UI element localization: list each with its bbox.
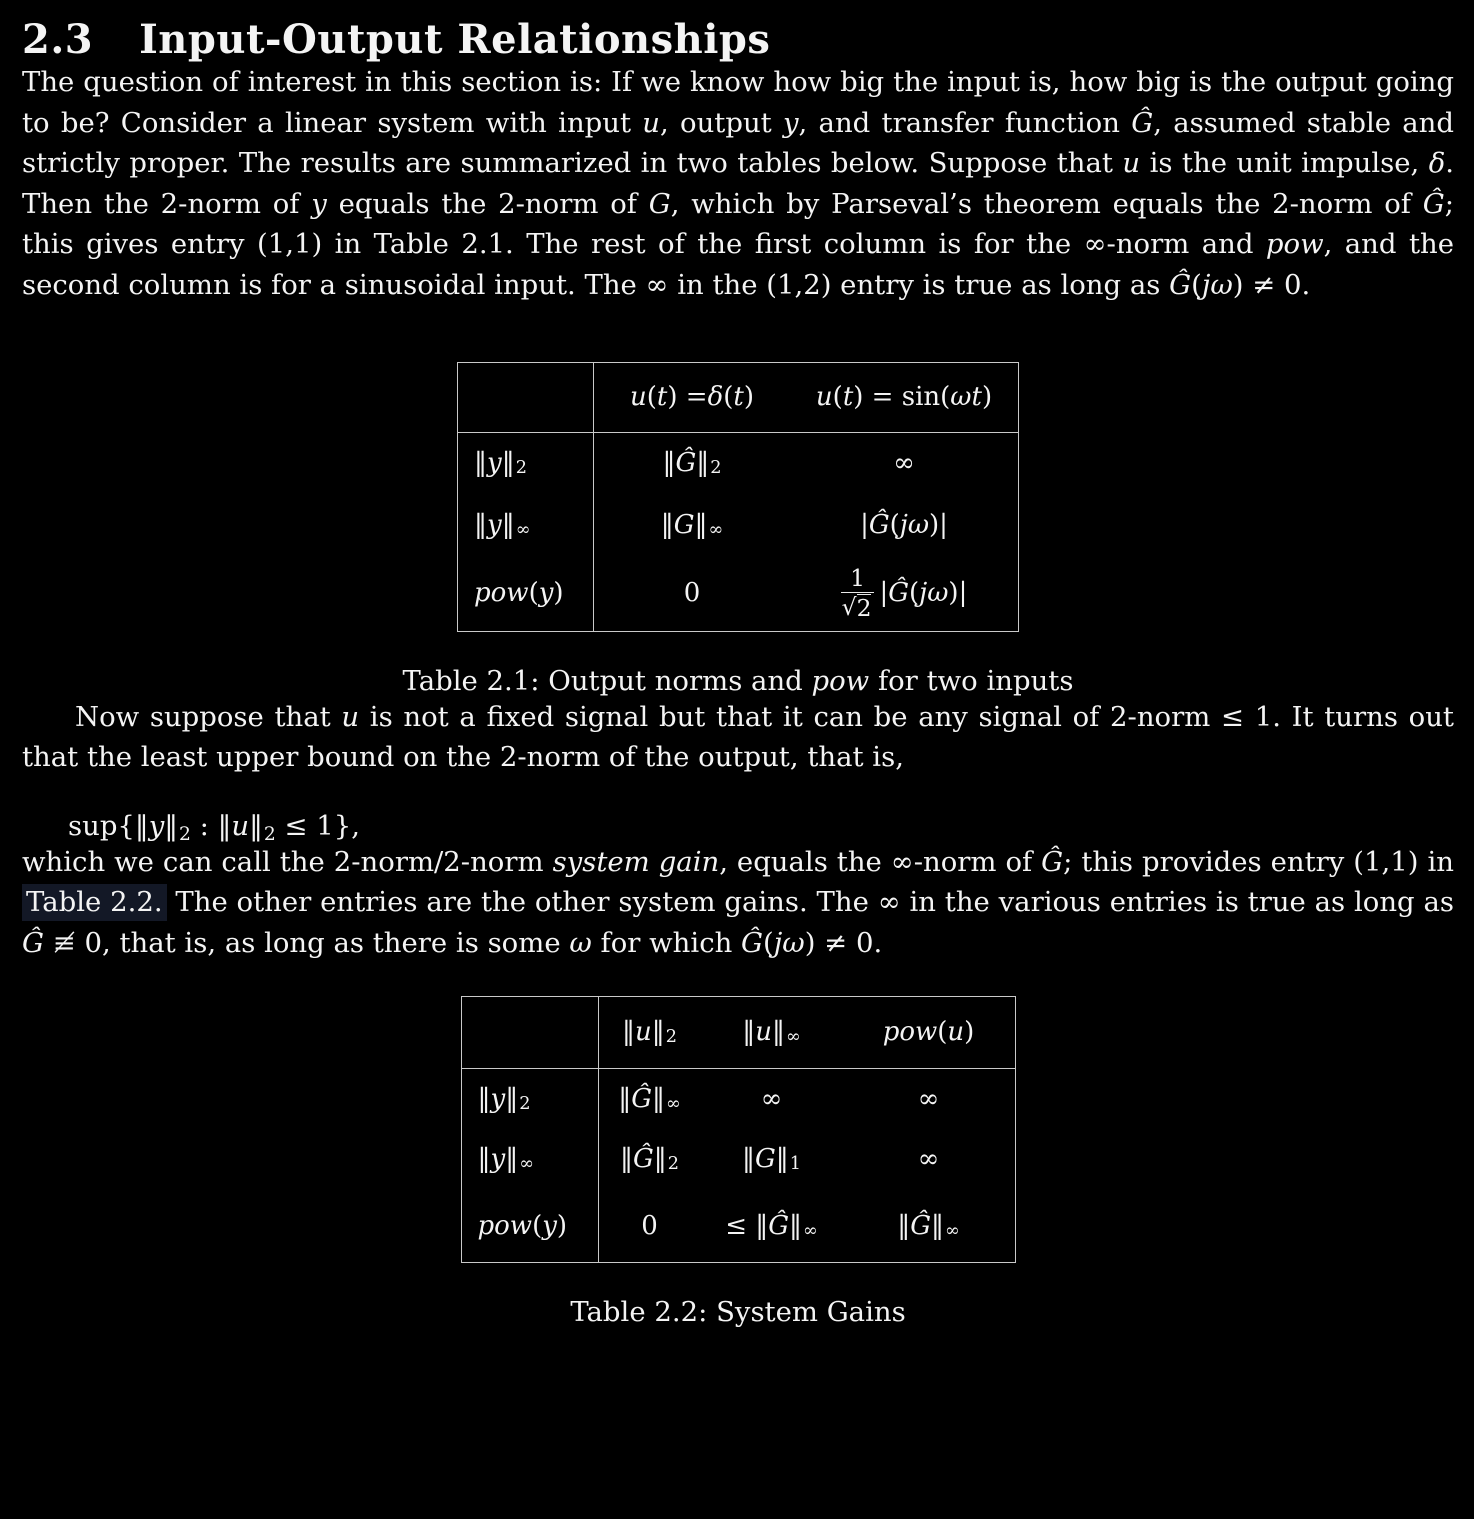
- table-2-1-cell-fraction: [790, 556, 1018, 631]
- text-run: u: [341, 700, 360, 733]
- text-run: ‖: [505, 1083, 519, 1114]
- table-2-1-cell: [594, 494, 790, 556]
- text-run: ‖: [474, 448, 487, 479]
- table-2-2-corner-cell: [462, 997, 599, 1069]
- text-run: 1: [789, 1154, 802, 1175]
- text-run: ‖: [652, 1083, 666, 1114]
- text-run: ‖: [660, 509, 674, 540]
- text-run: ∞: [945, 1220, 960, 1241]
- text-run: ‖: [618, 1083, 632, 1114]
- text-run: Ĝ: [631, 1083, 653, 1114]
- text-run: ‖: [501, 509, 515, 540]
- text-run: pow: [811, 664, 870, 697]
- text-run: ‖: [931, 1210, 945, 1241]
- text-run: pow: [477, 1210, 533, 1241]
- text-run: . Then the 2-norm of: [22, 147, 1455, 220]
- text-run: ‖: [164, 809, 178, 842]
- text-run: u: [642, 106, 661, 139]
- text-run: Ĝ: [1131, 106, 1154, 139]
- text-run: (: [1191, 268, 1202, 301]
- text-run: ‖: [772, 1017, 785, 1048]
- text-run: t: [733, 382, 744, 413]
- text-run: ∞: [786, 1027, 801, 1048]
- text-run: ) =: [667, 382, 708, 413]
- text-run: y: [148, 809, 165, 842]
- text-run: y: [542, 1210, 557, 1241]
- text-run: ): [981, 382, 993, 413]
- text-run: u: [1122, 147, 1141, 180]
- text-run: Ĝ: [632, 1144, 654, 1175]
- text-run: The question of interest in this section is: If we know how big the input is, how big is the output going to be? Consider a linear system with input: [22, 66, 1454, 139]
- text-run: ‖: [477, 1083, 491, 1114]
- text-run: Table 2.2: System Gains: [570, 1295, 906, 1328]
- text-run: jω: [899, 509, 930, 540]
- table-2-2-cell: [843, 1129, 1015, 1190]
- table-2-1-caption: [22, 665, 1454, 697]
- table-2-1-cell: [594, 433, 790, 494]
- text-run: 2: [263, 824, 276, 846]
- table-2-2-caption: [22, 1296, 1454, 1328]
- text-run: u: [635, 1017, 652, 1048]
- text-run: ‖: [619, 1144, 633, 1175]
- text-run: u: [755, 1017, 772, 1048]
- text-run: t: [656, 382, 668, 413]
- text-run: ): [743, 382, 754, 413]
- text-run: 0: [683, 578, 701, 609]
- table-2-1-header-sinusoid: [790, 363, 1018, 433]
- text-run: Ĝ: [1169, 268, 1192, 301]
- text-run: Ĝ: [768, 1210, 790, 1241]
- text-run: : ‖: [190, 809, 232, 842]
- text-run: ≢ 0, that is, as long as there is some: [43, 926, 570, 959]
- text-run: ∞: [893, 448, 915, 479]
- text-run: Ĝ: [1041, 845, 1064, 878]
- text-run: ): [964, 1017, 975, 1048]
- table-2-1-row-label-yinf: [458, 494, 594, 556]
- paragraph-system-gain: [22, 842, 1454, 964]
- fraction-denominator: [841, 592, 875, 621]
- text-run: ‖: [477, 1144, 491, 1175]
- text-run: , output: [660, 106, 783, 139]
- text-run: |: [879, 578, 889, 609]
- text-run: 2: [519, 1093, 531, 1114]
- text-run: Ĝ: [888, 578, 909, 609]
- text-run: Ĝ: [741, 926, 764, 959]
- equation-sup-norm: [68, 809, 1454, 846]
- text-run: (: [889, 509, 900, 540]
- text-run: u: [231, 809, 250, 842]
- text-run: which we can call the 2-norm/2-norm: [22, 845, 553, 878]
- text-run: y: [487, 509, 502, 540]
- table-2-2: [461, 996, 1016, 1263]
- text-run: 2: [515, 458, 527, 479]
- text-run: ∞: [519, 1154, 534, 1175]
- text-run: y: [487, 448, 502, 479]
- text-run: (: [937, 1017, 948, 1048]
- radical-sign: √: [841, 592, 857, 621]
- text-run: (: [723, 382, 734, 413]
- text-run: ∞: [917, 1083, 940, 1114]
- fraction-numerator: 1: [850, 564, 865, 593]
- text-run: for two inputs: [869, 664, 1074, 697]
- text-run: y: [490, 1144, 506, 1175]
- text-run: 2: [710, 458, 722, 479]
- table-2-2-cell: [701, 1069, 843, 1129]
- text-run: y: [538, 578, 554, 609]
- text-run: ∞: [917, 1144, 940, 1175]
- text-run: ‖: [505, 1144, 519, 1175]
- text-run: for which: [591, 926, 742, 959]
- table-2-2-cell: [843, 1069, 1015, 1129]
- text-run: )|: [948, 578, 968, 609]
- text-run: ) = sin(: [853, 382, 951, 413]
- text-run: , assumed stable and strictly proper. The results are summarized in two tables below. Suppose that: [22, 106, 1454, 180]
- text-run: |: [860, 509, 869, 540]
- text-run: (: [532, 1210, 543, 1241]
- text-run: , equals the ∞-norm of: [719, 845, 1042, 878]
- text-run: δ: [707, 382, 724, 413]
- radicand: 2: [856, 593, 872, 622]
- text-run: u: [815, 382, 833, 413]
- section-heading: [22, 18, 1454, 62]
- table-2-2-cell: [599, 1190, 701, 1262]
- table-2-2-cell: [599, 1129, 701, 1190]
- table-2-2-row-label-pow: [462, 1190, 599, 1262]
- text-run: ‖: [622, 1017, 635, 1048]
- text-run: G: [754, 1144, 776, 1175]
- text-run: u: [630, 382, 647, 413]
- paragraph-intro: [22, 62, 1454, 306]
- text-run: ) ≠ 0.: [804, 926, 883, 959]
- text-run: Ĝ: [910, 1210, 932, 1241]
- text-run: ‖: [501, 448, 515, 479]
- table-2-2-header-powu: [843, 997, 1015, 1069]
- text-run: ‖: [789, 1210, 803, 1241]
- text-run: ≤ 1},: [275, 809, 360, 842]
- text-run: Table 2.1: Output norms and: [402, 664, 812, 697]
- table-2-1-cell: [790, 433, 1018, 494]
- text-run: ∞: [515, 519, 531, 540]
- text-run: ‖: [741, 1144, 755, 1175]
- text-run: pow: [882, 1017, 938, 1048]
- text-run: (: [832, 382, 843, 413]
- text-run: Ĝ: [22, 926, 44, 959]
- text-run: ≤ ‖: [725, 1210, 769, 1241]
- table-2-2-header-u2: [599, 997, 701, 1069]
- text-run: (: [646, 382, 657, 413]
- text-run: 0: [641, 1210, 658, 1241]
- text-run: ): [553, 578, 564, 609]
- table-2-1: [457, 362, 1019, 632]
- text-run: , and transfer function: [798, 106, 1132, 139]
- text-run: system gain: [552, 845, 720, 878]
- table-2-2-cell: [599, 1069, 701, 1129]
- table-2-1-row-label-pow: [458, 556, 594, 631]
- text-run: y: [311, 187, 327, 220]
- text-run: Ĝ: [1422, 187, 1445, 220]
- table-2-2-header-uinf: [701, 997, 843, 1069]
- text-run: sup{‖: [68, 809, 149, 842]
- text-run: (: [909, 578, 920, 609]
- text-run: The other entries are the other system gains. The ∞ in the various entries is true as long as: [166, 886, 1454, 919]
- text-run: G: [648, 187, 671, 220]
- text-run: ‖: [249, 809, 263, 842]
- fraction-trailing-term: [879, 578, 967, 608]
- section-number: 2.3: [22, 16, 94, 63]
- text-run: t: [842, 382, 854, 413]
- text-run: Now suppose that: [75, 700, 342, 733]
- text-run: equals the 2-norm of: [326, 187, 649, 220]
- table-2-1-header-impulse: [594, 363, 790, 433]
- table-2-2-cell: [701, 1190, 843, 1262]
- table-2-2-link[interactable]: Table 2.2.: [22, 884, 167, 921]
- text-run: pow: [474, 578, 529, 609]
- text-run: , and the second column is for a sinusoidal input. The ∞ in the (1,2) entry is true as long as: [22, 228, 1454, 301]
- text-run: Ĝ: [868, 509, 890, 540]
- text-run: 2: [178, 824, 191, 846]
- text-run: jω: [1201, 268, 1233, 301]
- text-run: y: [490, 1083, 506, 1114]
- text-run: Ĝ: [675, 448, 697, 479]
- text-run: ωt: [950, 382, 982, 413]
- text-run: ; this provides entry (1,1) in: [1063, 845, 1454, 878]
- text-run: jω: [919, 578, 949, 609]
- table-2-2-cell: [701, 1129, 843, 1190]
- text-run: ; this gives entry (1,1) in Table 2.1. The rest of the first column is for the ∞-norm and: [22, 187, 1454, 261]
- table-2-2-cell: [843, 1190, 1015, 1262]
- table-2-2-row-label-yinf: [462, 1129, 599, 1190]
- text-run: pow: [1265, 228, 1324, 261]
- text-run: (: [763, 926, 774, 959]
- text-run: ∞: [666, 1093, 681, 1114]
- text-run: ‖: [742, 1017, 756, 1048]
- text-run: ω: [569, 926, 592, 959]
- text-run: ‖: [694, 509, 708, 540]
- text-run: ∞: [803, 1220, 818, 1241]
- paragraph-signal: [22, 697, 1454, 778]
- text-run: 2: [665, 1027, 677, 1048]
- table-2-1-cell: [594, 556, 790, 631]
- table-2-1-row-label-y2: [458, 433, 594, 494]
- text-run: ‖: [897, 1210, 911, 1241]
- text-run: (: [528, 578, 539, 609]
- table-2-1-cell: [790, 494, 1018, 556]
- text-run: ∞: [760, 1083, 783, 1114]
- text-run: δ: [1428, 147, 1446, 180]
- text-run: y: [783, 106, 799, 139]
- section-title: Input-Output Relationships: [139, 16, 771, 63]
- text-run: is the unit impulse,: [1140, 147, 1429, 180]
- text-run: ): [556, 1210, 568, 1241]
- text-run: ) ≠ 0.: [1232, 268, 1311, 301]
- text-run: u: [947, 1017, 965, 1048]
- text-run: , which by Parseval’s theorem equals the 2-norm of: [670, 187, 1423, 220]
- text-run: is not a fixed signal but that it can be any signal of 2-norm ≤ 1. It turns out that the least upper bound on the 2-norm of the output, that is,: [22, 700, 1454, 774]
- table-2-1-corner-cell: [458, 363, 594, 433]
- text-run: ‖: [651, 1017, 665, 1048]
- text-run: jω: [773, 926, 805, 959]
- text-run: )|: [929, 509, 948, 540]
- text-run: ‖: [662, 448, 676, 479]
- text-run: ‖: [474, 509, 487, 540]
- text-run: ‖: [775, 1144, 789, 1175]
- text-run: ∞: [708, 519, 724, 540]
- fraction-one-over-sqrt2: [841, 565, 875, 620]
- text-run: 2: [667, 1154, 680, 1175]
- table-2-2-row-label-y2: [462, 1069, 599, 1129]
- text-run: ‖: [653, 1144, 667, 1175]
- text-run: G: [673, 509, 695, 540]
- text-run: ‖: [696, 448, 710, 479]
